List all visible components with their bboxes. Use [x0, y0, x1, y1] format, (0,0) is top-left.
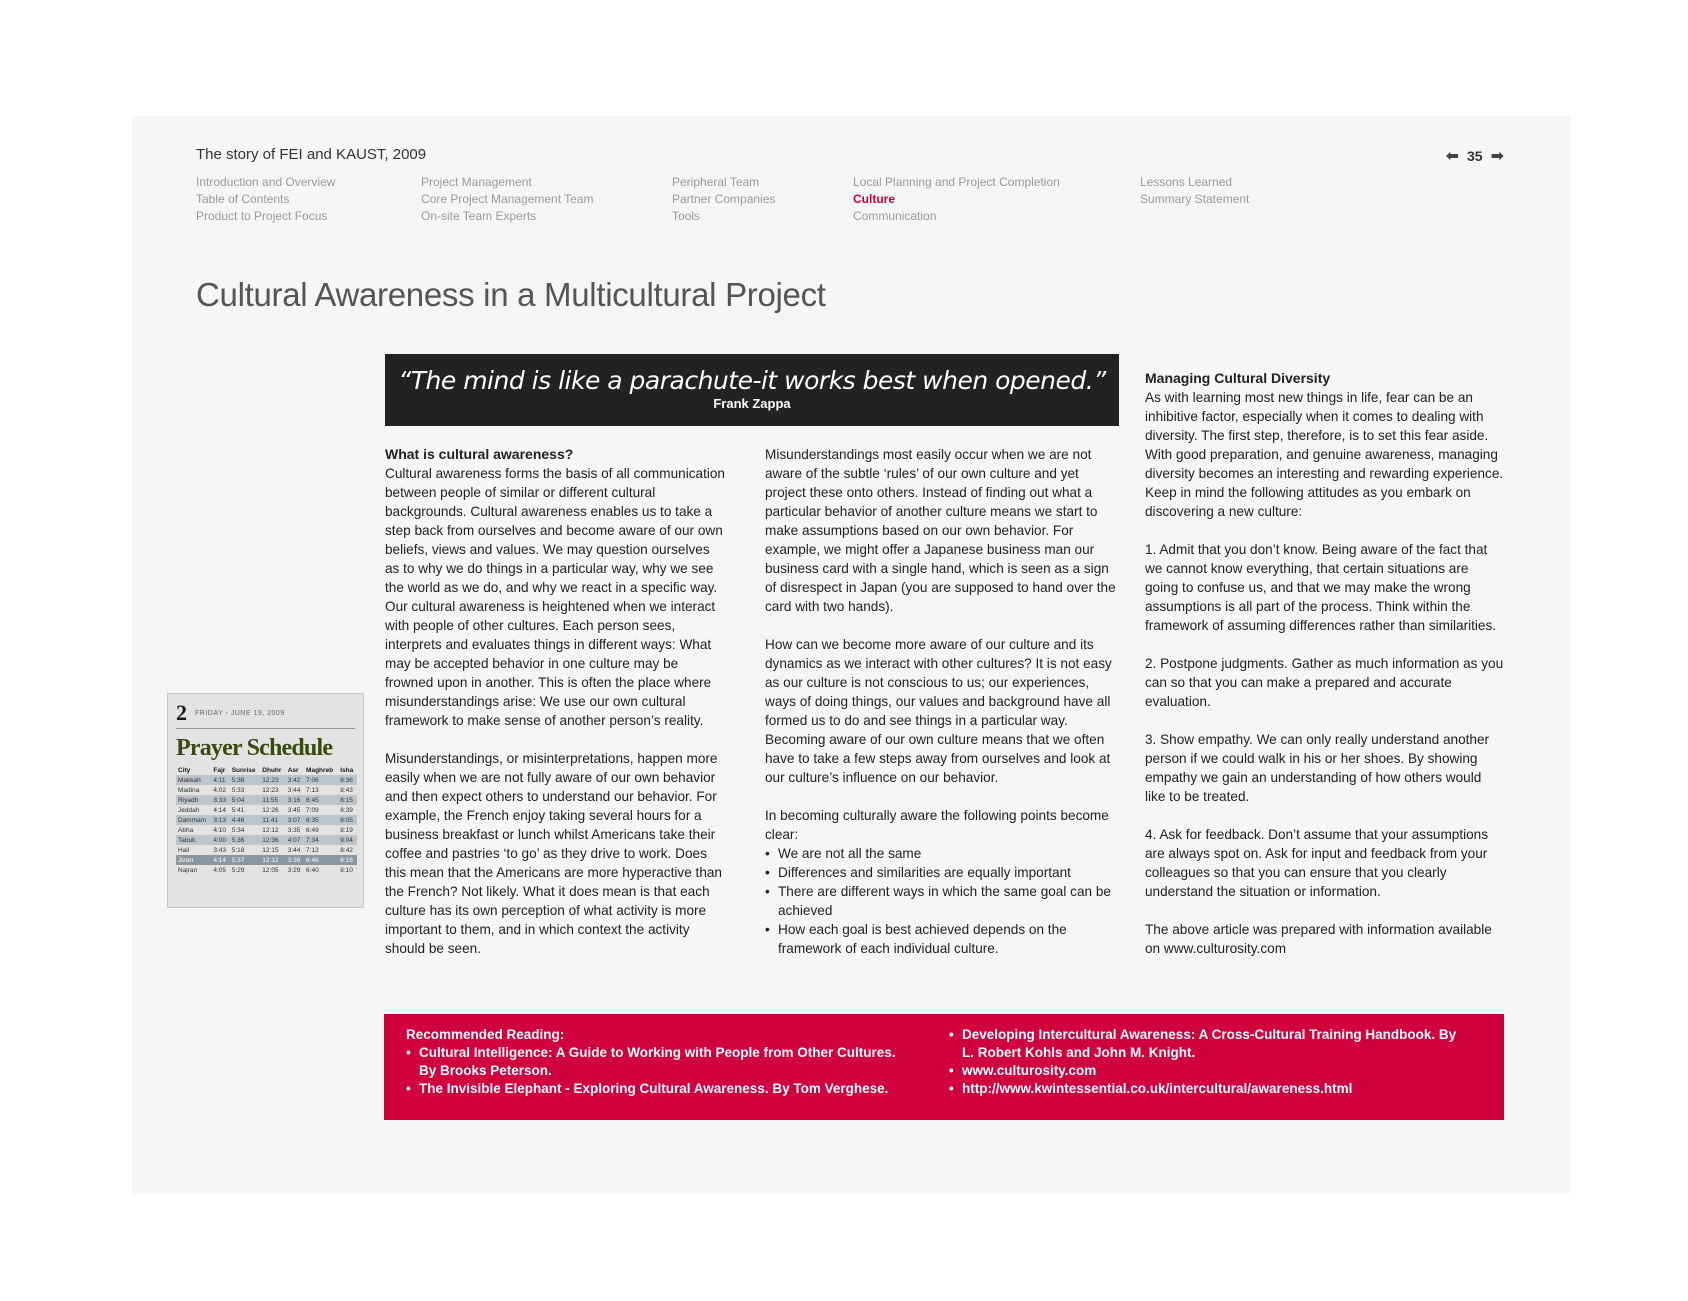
- table-cell: 6:45: [304, 795, 338, 805]
- clipping-title: Prayer Schedule: [176, 735, 333, 761]
- table-cell: 7:06: [304, 775, 338, 785]
- table-header-cell: Fajr: [213, 767, 226, 774]
- article-column-2: [765, 445, 1117, 958]
- table-cell: 5:41: [231, 806, 245, 814]
- table-cell: Tabuk: [176, 835, 211, 845]
- table-header-cell: City: [178, 767, 191, 774]
- table-cell: 4:46: [230, 815, 261, 825]
- table-header-cell: Asr: [287, 767, 299, 774]
- reading-link-kwintessential[interactable]: • http://www.kwintessential.co.uk/intercultural/awareness.html: [949, 1080, 1469, 1098]
- nav-column-2: [421, 174, 594, 225]
- reading-item: • Cultural Intelligence: A Guide to Working with People from Other Cultures. By Brooks Peterson.: [406, 1044, 916, 1080]
- prayer-schedule-clipping: [167, 693, 364, 908]
- awareness-points-list: [765, 844, 1117, 958]
- table-cell: 3:16: [286, 795, 304, 805]
- nav-link-onsite-experts[interactable]: On-site Team Experts: [421, 209, 537, 223]
- nav-link-lessons-learned[interactable]: Lessons Learned: [1140, 175, 1233, 189]
- table-row: [176, 775, 357, 785]
- table-cell: 12:26: [262, 806, 279, 814]
- table-cell: 4:10: [213, 826, 227, 834]
- table-cell: Riyadh: [176, 795, 211, 805]
- table-cell: 4:11: [211, 775, 229, 785]
- nav-link-local-planning[interactable]: Local Planning and Project Completion: [853, 175, 1060, 189]
- table-cell: 9:04: [338, 835, 357, 845]
- nav-column-3: [672, 174, 775, 225]
- table-row: [176, 865, 357, 875]
- article-column-3: [1145, 369, 1505, 977]
- table-cell: 8:36: [338, 775, 357, 785]
- nav-column-1: [196, 174, 335, 225]
- table-cell: 12:05: [262, 866, 279, 874]
- page: [132, 116, 1570, 1194]
- table-cell: 8:16: [338, 855, 357, 865]
- table-cell: 11:41: [260, 815, 285, 825]
- table-cell: Madina: [178, 786, 200, 794]
- table-row: [176, 795, 357, 805]
- table-header-cell: Sunrise: [231, 767, 256, 774]
- table-cell: 5:34: [231, 826, 245, 834]
- table-cell: 12:12: [260, 855, 285, 865]
- table-cell: 7:13: [306, 786, 319, 794]
- paragraph: 3. Show empathy. We can only really understand another person if we could walk in his or her shoes. By showing empathy we gain an understanding of how others would like to be treated.: [1145, 732, 1490, 804]
- list-item: • We are not all the same: [765, 844, 1117, 863]
- table-row: [176, 815, 357, 825]
- table-cell: Abha: [178, 826, 194, 834]
- table-cell: 4:02: [213, 786, 227, 794]
- table-cell: 12:12: [262, 826, 279, 834]
- nav-link-peripheral-team[interactable]: Peripheral Team: [672, 175, 760, 189]
- table-row: [176, 825, 357, 835]
- table-cell: 6:46: [304, 855, 338, 865]
- table-cell: 7:09: [306, 806, 319, 814]
- table-row: [176, 855, 357, 865]
- table-cell: 5:38: [230, 775, 261, 785]
- table-cell: 8:39: [340, 806, 353, 814]
- table-cell: 4:05: [213, 866, 227, 874]
- paragraph: 2. Postpone judgments. Gather as much information as you can so that you can make a prepared and accurate evaluation.: [1145, 656, 1504, 709]
- table-header-cell: Dhuhr: [262, 767, 282, 774]
- table-cell: 3:07: [286, 815, 304, 825]
- paragraph: Misunderstandings, or misinterpretations, happen more easily when we are not fully aware of our own behavior and then expect others to understand our behavior. For example, the French enjoy taking several hours for a business breakfast or lunch whilst Americans take their coffee and pastries ‘to go’ as they drive to work. Does this mean that the Americans are more hyperactive than the French? Not likely. What it does mean is that each culture has its own perception of what activity is more important to them, and in which context the activity should be seen.: [385, 751, 722, 956]
- paragraph: 4. Ask for feedback. Don’t assume that your assumptions are always spot on. Ask for input and feedback from your colleagues so that you can ensure that you clearly understand the situation or information.: [1145, 827, 1489, 899]
- table-cell: 3:13: [211, 815, 229, 825]
- table-cell: 8:19: [340, 826, 353, 834]
- table-cell: 7:12: [306, 846, 319, 854]
- table-cell: 11:55: [260, 795, 285, 805]
- article-column-1: [385, 445, 725, 977]
- list-item: • How each goal is best achieved depends on the framework of each individual culture.: [765, 920, 1117, 958]
- table-cell: 5:29: [231, 866, 245, 874]
- nav-link-core-team[interactable]: Core Project Management Team: [421, 192, 594, 206]
- table-cell: 5:18: [231, 846, 245, 854]
- table-cell: 3:44: [287, 846, 301, 854]
- list-item: • There are different ways in which the same goal can be achieved: [765, 882, 1117, 920]
- paragraph: How can we become more aware of our culture and its dynamics as we interact with other cultures? It is not easy as our culture is not conscious to us; our experiences, ways of doing things, our values and background have all formed us to do and see things in a particular way. Becoming aware of our own culture means that we often have to take a few steps away from ourselves and look at our culture’s influence on our behavior.: [765, 637, 1112, 785]
- table-cell: 5:37: [230, 855, 261, 865]
- table-cell: 4:00: [211, 835, 229, 845]
- table-cell: 8:43: [340, 786, 353, 794]
- table-row: [176, 785, 357, 795]
- table-cell: 7:34: [304, 835, 338, 845]
- right-arrow-icon[interactable]: ➡: [1490, 148, 1504, 165]
- section-heading-managing-diversity: Managing Cultural Diversity: [1145, 370, 1331, 386]
- reading-item: • The Invisible Elephant - Exploring Cultural Awareness. By Tom Verghese.: [406, 1080, 916, 1098]
- nav-column-4: [853, 174, 1060, 225]
- nav-link-project-management[interactable]: Project Management: [421, 175, 532, 189]
- table-header-cell: Isha: [340, 767, 354, 774]
- nav-link-introduction[interactable]: Introduction and Overview: [196, 175, 336, 189]
- table-row: [176, 805, 357, 815]
- table-cell: 12:23: [260, 775, 285, 785]
- table-cell: 4:07: [286, 835, 304, 845]
- table-header-cell: Maghreb: [306, 767, 334, 774]
- clipping-date: FRIDAY - JUNE 19, 2009: [195, 709, 285, 717]
- left-arrow-icon[interactable]: ⬅: [1445, 148, 1460, 165]
- nav-link-culture-active[interactable]: Culture: [853, 192, 895, 206]
- section-heading-cultural-awareness: What is cultural awareness?: [385, 446, 574, 462]
- table-cell: 8:42: [340, 846, 353, 854]
- table-cell: 3:42: [286, 775, 304, 785]
- table-cell: 3:44: [287, 786, 301, 794]
- table-cell: 8:05: [338, 815, 357, 825]
- table-cell: Najran: [178, 866, 198, 874]
- pager: [1446, 146, 1504, 166]
- table-cell: 6:49: [306, 826, 319, 834]
- nav-link-communication[interactable]: Communication: [853, 209, 937, 223]
- nav-column-5: [1140, 174, 1249, 208]
- table-cell: 3:33: [211, 795, 229, 805]
- document-title: The story of FEI and KAUST, 2009: [196, 146, 427, 163]
- table-cell: 3:36: [286, 855, 304, 865]
- nav-link-table-of-contents[interactable]: Table of Contents: [196, 192, 290, 206]
- nav-link-tools[interactable]: Tools: [672, 209, 701, 223]
- table-row: [176, 845, 357, 855]
- page-number: 35: [1467, 148, 1483, 164]
- paragraph: Misunderstandings most easily occur when we are not aware of the subtle ‘rules’ of our own culture and yet project these onto others. Instead of finding out what a particular behavior of another culture means we start to make assumptions based on our own behavior. For example, we might offer a Japanese business man our business card with a single hand, which is seen as a sign of disrespect in Japan (you are supposed to hand over the card with two hands).: [765, 447, 1116, 614]
- table-cell: 4:14: [213, 806, 227, 814]
- table-row: [176, 835, 357, 845]
- quote-text: “The mind is like a parachute-it works best when opened.”: [398, 366, 1106, 395]
- table-cell: 4:14: [211, 855, 229, 865]
- recommended-reading-box: [384, 1014, 1504, 1120]
- table-cell: 5:33: [231, 786, 245, 794]
- table-cell: 3:29: [287, 866, 301, 874]
- quote-box: [385, 354, 1119, 426]
- prayer-times-table: [176, 766, 357, 875]
- table-cell: Hail: [178, 846, 190, 854]
- table-cell: 5:04: [230, 795, 261, 805]
- table-cell: 3:35: [287, 826, 301, 834]
- nav-link-product-to-project[interactable]: Product to Project Focus: [196, 209, 328, 223]
- table-cell: 5:36: [230, 835, 261, 845]
- list-item: • Differences and similarities are equally important: [765, 863, 1117, 882]
- table-cell: 3:43: [213, 846, 227, 854]
- recommended-reading-title: Recommended Reading:: [406, 1027, 565, 1042]
- paragraph: Cultural awareness forms the basis of all communication between people of similar or different cultural backgrounds. Cultural awareness enables us to take a step back from ourselves and become aware of our own beliefs, views and values. We may question ourselves as to why we do things in a particular way, why we see the world as we do, and why we react in a specific way. Our cultural awareness is heightened when we interact with people of other cultures. Each person sees, interprets and evaluates things in different ways: What may be accepted behavior in one culture may be frowned upon in another. This is often the place where misunderstandings arise: We use our own cultural framework to make sense of another person’s reality.: [385, 466, 725, 728]
- reading-link-culturosity[interactable]: • www.culturosity.com: [949, 1062, 1469, 1080]
- table-cell: 12:36: [260, 835, 285, 845]
- reading-item: • Developing Intercultural Awareness: A Cross-Cultural Training Handbook. By L. Robert Kohls and John M. Knight.: [949, 1026, 1469, 1062]
- table-cell: 3:45: [287, 806, 301, 814]
- table-cell: 6:40: [306, 866, 319, 874]
- quote-author: Frank Zappa: [713, 396, 791, 411]
- table-cell: Makkah: [176, 775, 211, 785]
- page-title: Cultural Awareness in a Multicultural Project: [196, 276, 826, 313]
- paragraph: In becoming culturally aware the following points become clear:: [765, 808, 1109, 842]
- clipping-page-number: 2: [176, 700, 187, 725]
- table-cell: Jeddah: [178, 806, 200, 814]
- paragraph: As with learning most new things in life, fear can be an inhibitive factor, especially when it comes to dealing with diversity. The first step, therefore, is to set this fear aside. With good preparation, and genuine awareness, managing diversity becomes an interesting and rewarding experience. Keep in mind the following attitudes as you embark on discovering a new culture:: [1145, 390, 1504, 519]
- table-cell: 12:15: [262, 846, 279, 854]
- paragraph: 1. Admit that you don’t know. Being aware of the fact that we cannot know everything, that certain situations are going to confuse us, and that we may make the wrong assumptions is all part of the process. Think within the framework of assuming differences rather than similarities.: [1145, 542, 1497, 633]
- paragraph: The above article was prepared with information available on www.culturosity.com: [1145, 922, 1492, 956]
- table-cell: 6:35: [304, 815, 338, 825]
- table-cell: 8:15: [338, 795, 357, 805]
- nav-link-partner-companies[interactable]: Partner Companies: [672, 192, 776, 206]
- table-cell: Jizan: [176, 855, 211, 865]
- table-cell: Dammam: [176, 815, 211, 825]
- table-cell: 8:10: [340, 866, 353, 874]
- nav-link-summary[interactable]: Summary Statement: [1140, 192, 1250, 206]
- table-cell: 12:23: [262, 786, 279, 794]
